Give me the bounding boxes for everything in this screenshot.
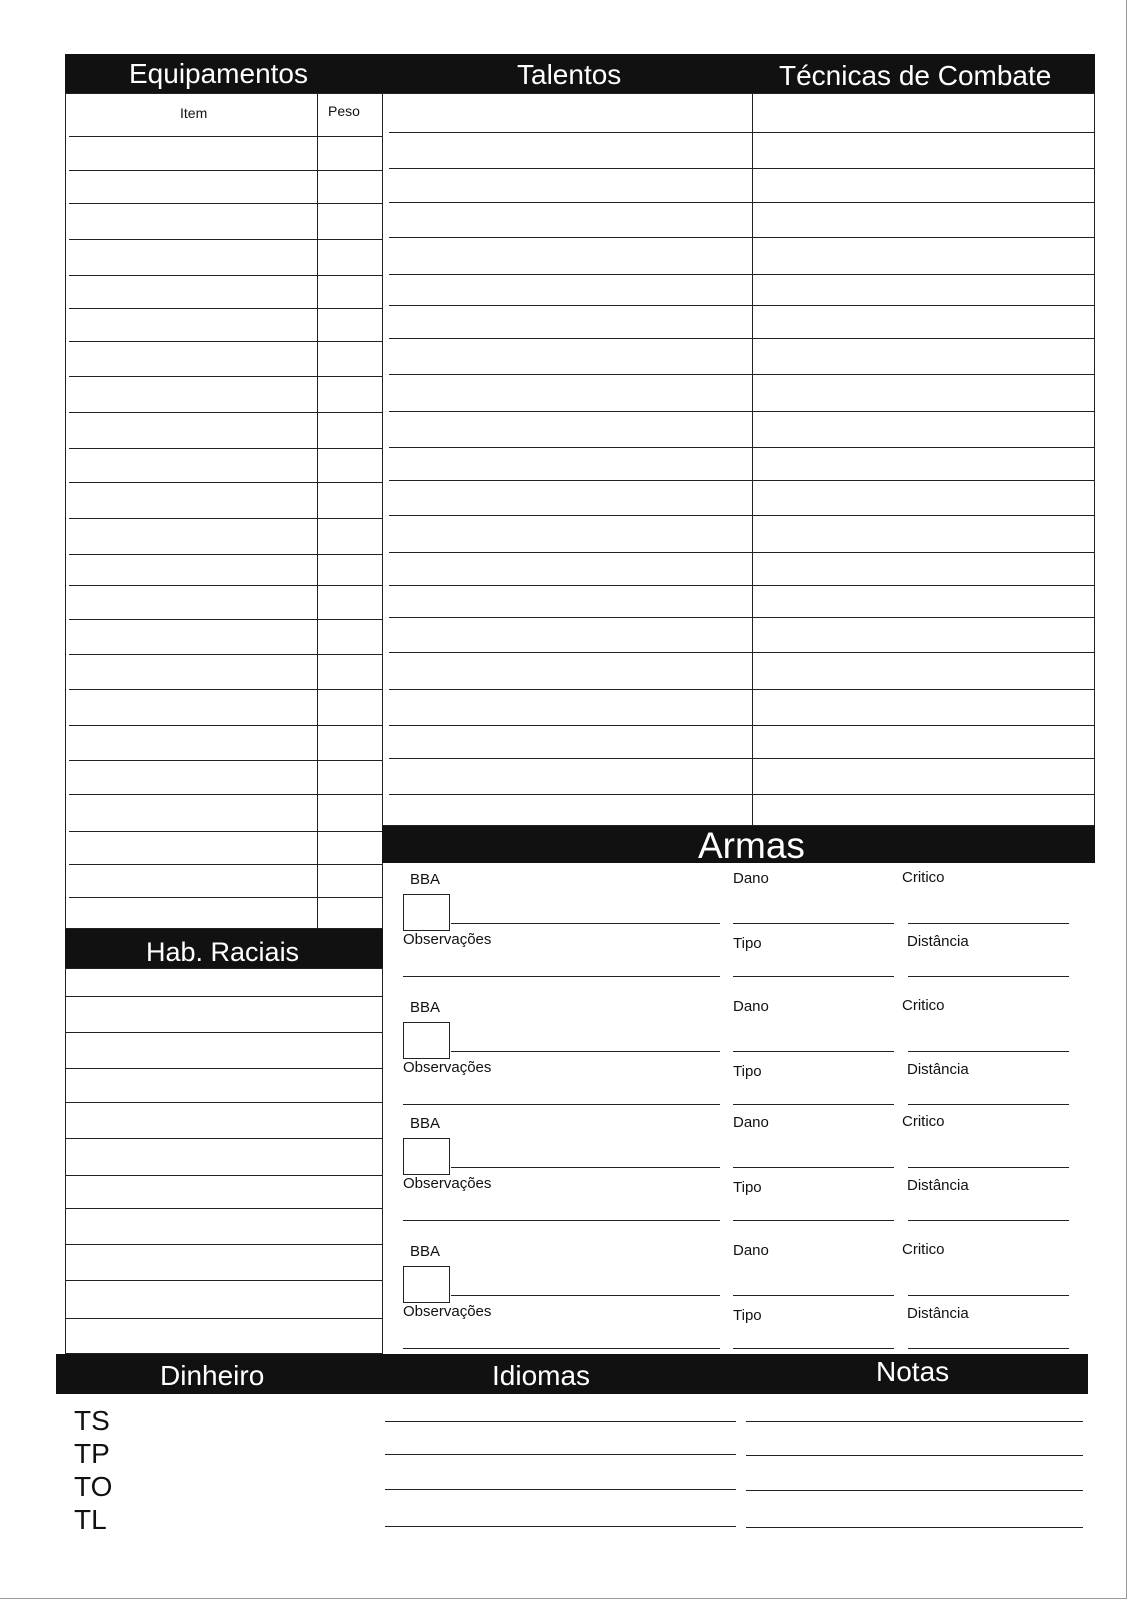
hab-raciais-title: Hab. Raciais <box>146 937 300 967</box>
arma-tipo-line <box>733 1348 894 1349</box>
talentos-row-line <box>389 585 1095 586</box>
talentos-row-line <box>389 237 1095 238</box>
equipamentos-col-item: Item <box>180 105 208 121</box>
equipamentos-row-line <box>69 619 383 620</box>
equipamentos-row-line <box>69 412 383 413</box>
equipamentos-row-line <box>69 170 383 171</box>
equipamentos-header <box>65 54 383 94</box>
arma-dano-label: Dano <box>733 1242 769 1259</box>
talentos-row-line <box>389 617 1095 618</box>
talentos-row-line <box>389 725 1095 726</box>
equipamentos-row-line <box>69 203 383 204</box>
idiomas-line <box>385 1526 736 1527</box>
arma-distancia-line <box>908 1104 1069 1105</box>
talentos-row-line <box>389 305 1095 306</box>
arma-dano-label: Dano <box>733 998 769 1015</box>
equipamentos-col-divider <box>317 93 318 929</box>
arma-dano-line <box>733 923 894 924</box>
arma-observacoes-line <box>403 1348 720 1349</box>
hab-raciais-row-line <box>65 1280 383 1281</box>
equipamentos-row-line <box>69 864 383 865</box>
coin-tp: TP <box>74 1438 110 1469</box>
hab-raciais-table <box>65 968 383 1354</box>
equipamentos-row-line <box>69 554 383 555</box>
arma-observacoes-label: Observações <box>403 1175 492 1192</box>
talentos-row-line <box>389 652 1095 653</box>
arma-tipo-label: Tipo <box>733 935 762 952</box>
equipamentos-row-line <box>69 239 383 240</box>
equipamentos-table <box>65 93 383 929</box>
hab-raciais-row-line <box>65 1068 383 1069</box>
equipamentos-row-line <box>69 585 383 586</box>
arma-tipo-line <box>733 976 894 977</box>
notas-line <box>746 1527 1083 1528</box>
arma-distancia-line <box>908 1348 1069 1349</box>
notas-line <box>746 1455 1083 1456</box>
arma-name-line <box>451 923 720 924</box>
arma-critico-label: Critico <box>902 1113 945 1130</box>
dinheiro-title: Dinheiro <box>160 1360 265 1391</box>
talentos-tecnicas-header <box>383 54 1095 94</box>
arma-dano-line <box>733 1167 894 1168</box>
arma-observacoes-label: Observações <box>403 1303 492 1320</box>
hab-raciais-header <box>65 929 383 969</box>
notas-line <box>746 1490 1083 1491</box>
arma-observacoes-label: Observações <box>403 931 492 948</box>
talentos-row-line <box>389 168 1095 169</box>
equipamentos-row-line <box>69 275 383 276</box>
equipamentos-row-line <box>69 831 383 832</box>
talentos-row-line <box>389 552 1095 553</box>
notas-title: Notas <box>876 1356 950 1387</box>
equipamentos-row-line <box>69 794 383 795</box>
arma-bba-box[interactable] <box>403 894 450 931</box>
hab-raciais-row-line <box>65 1102 383 1103</box>
hab-raciais-row-line <box>65 1032 383 1033</box>
arma-distancia-label: Distância <box>907 933 969 950</box>
hab-raciais-row-line <box>65 1244 383 1245</box>
arma-name-line <box>451 1295 720 1296</box>
arma-observacoes-label: Observações <box>403 1059 492 1076</box>
talentos-row-line <box>389 202 1095 203</box>
equipamentos-title: Equipamentos <box>129 58 309 89</box>
talentos-row-line <box>389 374 1095 375</box>
tecnicas-title: Técnicas de Combate <box>779 60 1052 91</box>
arma-observacoes-line <box>403 976 720 977</box>
coin-to: TO <box>74 1471 113 1502</box>
coin-tl: TL <box>74 1504 107 1535</box>
equipamentos-row-line <box>69 518 383 519</box>
arma-critico-label: Critico <box>902 997 945 1014</box>
arma-distancia-line <box>908 976 1069 977</box>
equipamentos-row-line <box>69 376 383 377</box>
talentos-row-line <box>389 132 1095 133</box>
notas-line <box>746 1421 1083 1422</box>
arma-critico-line <box>908 1295 1069 1296</box>
arma-tipo-label: Tipo <box>733 1063 762 1080</box>
talentos-row-line <box>389 689 1095 690</box>
talentos-row-line <box>389 447 1095 448</box>
arma-critico-line <box>908 1051 1069 1052</box>
arma-name-line <box>451 1167 720 1168</box>
talentos-row-line <box>389 411 1095 412</box>
arma-dano-label: Dano <box>733 870 769 887</box>
talentos-row-line <box>389 338 1095 339</box>
talentos-row-line <box>389 515 1095 516</box>
arma-distancia-label: Distância <box>907 1305 969 1322</box>
arma-bba-label: BBA <box>410 1243 441 1260</box>
coin-ts: TS <box>74 1405 110 1436</box>
arma-name-line <box>451 1051 720 1052</box>
equipamentos-row-line <box>69 448 383 449</box>
arma-dano-line <box>733 1295 894 1296</box>
arma-distancia-label: Distância <box>907 1177 969 1194</box>
arma-tipo-label: Tipo <box>733 1307 762 1324</box>
hab-raciais-row-line <box>65 996 383 997</box>
equipamentos-row-line <box>69 482 383 483</box>
bottom-header <box>56 1354 1088 1394</box>
arma-bba-box[interactable] <box>403 1266 450 1303</box>
arma-bba-box[interactable] <box>403 1022 450 1059</box>
arma-bba-label: BBA <box>410 871 441 888</box>
armas-header <box>382 825 1095 866</box>
arma-critico-label: Critico <box>902 869 945 886</box>
hab-raciais-row-line <box>65 1138 383 1139</box>
equipamentos-row-line <box>69 136 383 137</box>
talentos-row-line <box>389 480 1095 481</box>
arma-bba-label: BBA <box>410 1115 441 1132</box>
idiomas-line <box>385 1489 736 1490</box>
equipamentos-row-line <box>69 725 383 726</box>
equipamentos-col-peso: Peso <box>328 103 360 119</box>
arma-tipo-label: Tipo <box>733 1179 762 1196</box>
arma-dano-label: Dano <box>733 1114 769 1131</box>
talentos-title: Talentos <box>517 59 622 90</box>
arma-observacoes-line <box>403 1220 720 1221</box>
equipamentos-row-line <box>69 689 383 690</box>
arma-distancia-label: Distância <box>907 1061 969 1078</box>
arma-tipo-line <box>733 1220 894 1221</box>
equipamentos-row-line <box>69 308 383 309</box>
equipamentos-row-line <box>69 654 383 655</box>
talentos-row-line <box>389 794 1095 795</box>
arma-bba-label: BBA <box>410 999 441 1016</box>
hab-raciais-row-line <box>65 1175 383 1176</box>
equipamentos-row-line <box>69 760 383 761</box>
arma-critico-line <box>908 1167 1069 1168</box>
idiomas-line <box>385 1454 736 1455</box>
equipamentos-row-line <box>69 897 383 898</box>
idiomas-title: Idiomas <box>492 1360 591 1391</box>
talentos-row-line <box>389 274 1095 275</box>
arma-critico-line <box>908 923 1069 924</box>
arma-bba-box[interactable] <box>403 1138 450 1175</box>
talentos-row-line <box>389 758 1095 759</box>
equipamentos-row-line <box>69 341 383 342</box>
arma-distancia-line <box>908 1220 1069 1221</box>
arma-critico-label: Critico <box>902 1241 945 1258</box>
arma-tipo-line <box>733 1104 894 1105</box>
arma-dano-line <box>733 1051 894 1052</box>
armas-title: Armas <box>698 825 805 866</box>
hab-raciais-row-line <box>65 1208 383 1209</box>
idiomas-line <box>385 1421 736 1422</box>
hab-raciais-row-line <box>65 1318 383 1319</box>
arma-observacoes-line <box>403 1104 720 1105</box>
